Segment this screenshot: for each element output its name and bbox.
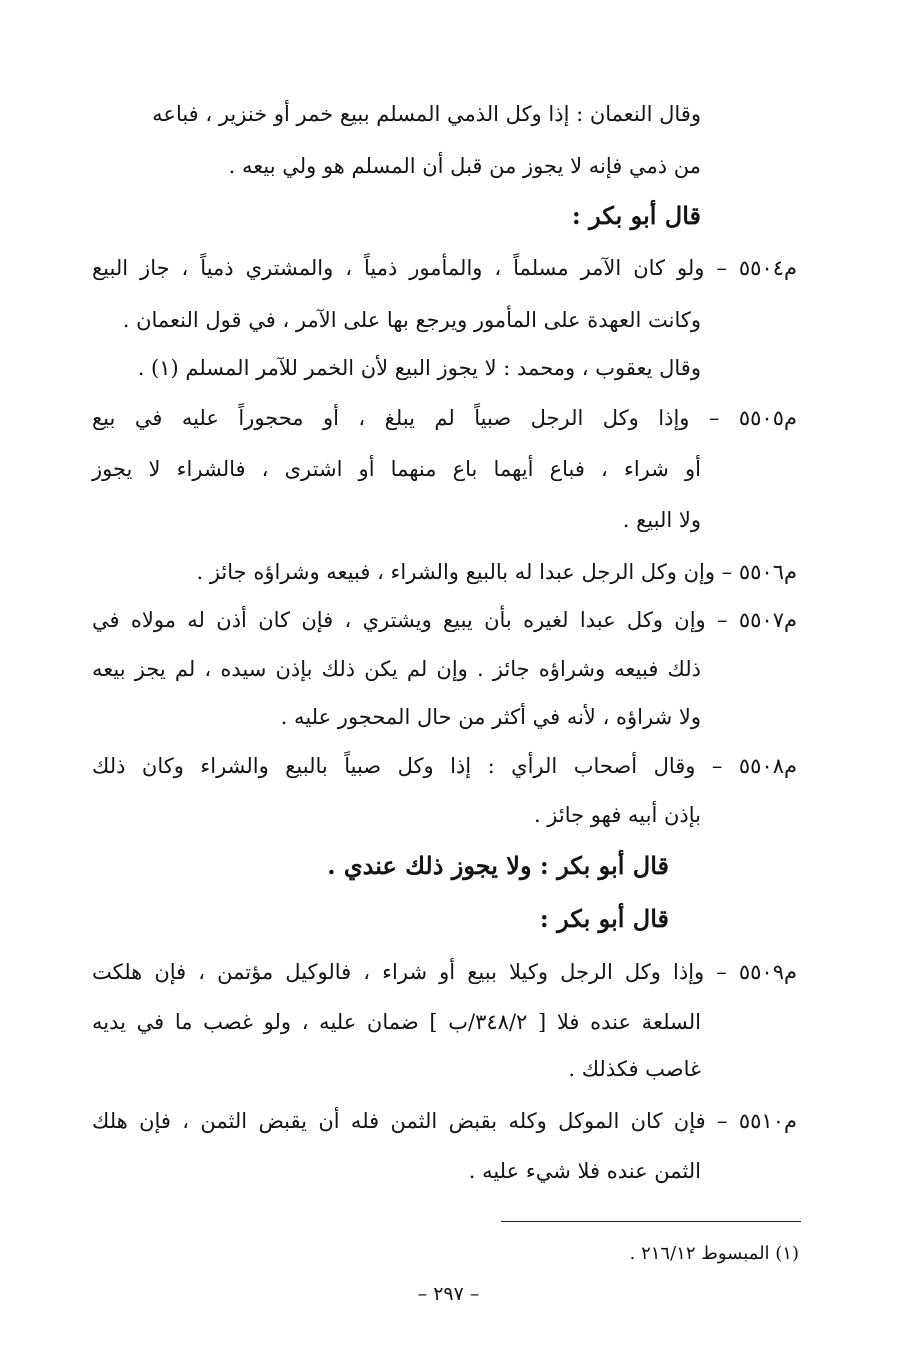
page-number: – ٢٩٧ –	[417, 1283, 480, 1305]
paragraph-5509-line: م٥٥٠٩ – وإذا وكل الرجل وكيلا ببيع أو شراء ، فالوكيل مؤتمن ، فإن هلكت	[92, 960, 797, 984]
footnote-divider	[501, 1221, 801, 1222]
text-line: وقال يعقوب ، ومحمد : لا يجوز البيع لأن الخمر للآمر المسلم (١) .	[137, 356, 701, 380]
text-line: غاصب فكذلك .	[568, 1057, 701, 1081]
section-heading: قال أبو بكر : ولا يجوز ذلك عندي .	[327, 851, 669, 880]
text-line: وقال النعمان : إذا وكل الذمي المسلم ببيع خمر أو خنزير ، فباعه	[152, 102, 701, 126]
text-line: وكانت العهدة على المأمور ويرجع بها على الآمر ، في قول النعمان .	[122, 308, 701, 332]
paragraph-5506-line: م٥٥٠٦ – وإن وكل الرجل عبدا له بالبيع والشراء ، فبيعه وشراؤه جائز .	[196, 560, 797, 584]
footnote: (١) المبسوط ٢١٦/١٢ .	[629, 1243, 799, 1264]
paragraph-5508-line: م٥٥٠٨ – وقال أصحاب الرأي : إذا وكل صبياً بالبيع والشراء وكان ذلك	[92, 754, 797, 778]
text-line: السلعة عنده فلا [ ٣٤٨/٢/ب ] ضمان عليه ، ولو غصب ما في يديه	[92, 1010, 701, 1034]
text-line: أو شراء ، فباع أيهما باع منهما أو اشترى ، فالشراء لا يجوز	[92, 457, 701, 481]
paragraph-5504-line: م٥٥٠٤ – ولو كان الآمر مسلماً ، والمأمور ذمياً ، والمشتري ذمياً ، جاز البيع	[92, 256, 797, 280]
paragraph-5505-line: م٥٥٠٥ – وإذا وكل الرجل صبياً لم يبلغ ، أو محجوراً عليه في بيع	[92, 406, 797, 430]
text-line: ولا البيع .	[622, 508, 701, 532]
section-heading: قال أبو بكر :	[571, 201, 701, 230]
section-heading: قال أبو بكر :	[539, 904, 669, 933]
text-line: من ذمي فإنه لا يجوز من قبل أن المسلم هو ولي بيعه .	[228, 154, 701, 178]
text-line: الثمن عنده فلا شيء عليه .	[468, 1159, 701, 1183]
text-line: بإذن أبيه فهو جائز .	[533, 803, 701, 827]
paragraph-5507-line: م٥٥٠٧ – وإن وكل عبدا لغيره بأن يبيع ويشتري ، فإن كان أذن له مولاه في	[92, 608, 797, 632]
paragraph-5510-line: م٥٥١٠ – فإن كان الموكل وكله بقبض الثمن فله أن يقبض الثمن ، فإن هلك	[92, 1109, 797, 1133]
text-line: ذلك فبيعه وشراؤه جائز . وإن لم يكن ذلك بإذن سيده ، لم يجز بيعه	[92, 657, 701, 681]
text-line: ولا شراؤه ، لأنه في أكثر من حال المحجور عليه .	[280, 705, 701, 729]
